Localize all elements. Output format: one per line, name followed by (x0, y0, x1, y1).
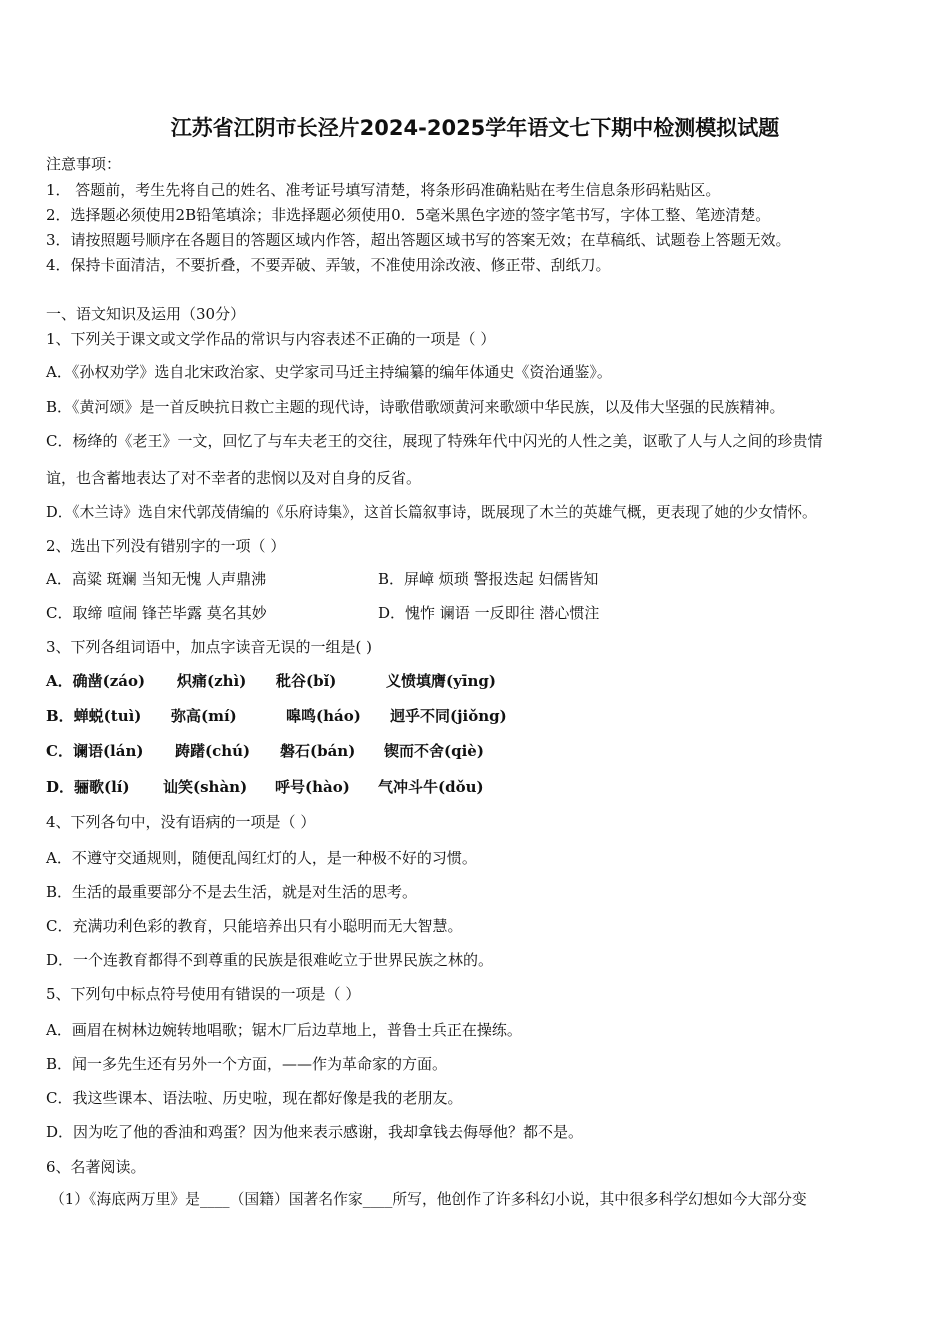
q3-b-word-2: 弥高(mí) (171, 707, 237, 725)
q3-d-word-1: D．骊歌(lí) (46, 778, 130, 796)
q3-a-word-1: A．确凿(záo) (46, 672, 146, 690)
q3-d-word-2: 讪笑(shàn) (163, 778, 248, 796)
q5-option-a: A．画眉在树林边婉转地唱歌；锯木厂后边草地上，普鲁士兵正在操练。 (46, 1021, 522, 1039)
notice-item-3: 3．请按照题号顺序在各题目的答题区域内作答，超出答题区域书写的答案无效；在草稿纸、试题卷上答题无效。 (46, 231, 791, 249)
q2-option-d: D．愧怍 谰语 一反即往 潜心惯注 (378, 604, 600, 622)
q4-stem: 4、下列各句中，没有语病的一项是（ ） (46, 813, 316, 831)
q3-b-word-1: B．蝉蜕(tuì) (46, 707, 142, 725)
q1-option-d: D．《木兰诗》选自宋代郭茂倩编的《乐府诗集》，这首长篇叙事诗，既展现了木兰的英雄气概，更表现了她的少女情怀。 (46, 504, 817, 521)
q3-b-word-3: 嗥鸣(háo) (286, 707, 361, 725)
q2-option-a: A．高粱 斑斓 当知无愧 人声鼎沸 (46, 570, 267, 588)
q3-d-word-3: 呼号(hào) (275, 778, 350, 796)
q3-c-word-2: 踌躇(chú) (175, 742, 251, 760)
q1-option-a: A．《孙权劝学》选自北宋政治家、史学家司马迁主持编纂的编年体通史《资治通鉴》。 (46, 363, 612, 381)
q3-d-word-4: 气冲斗牛(dǒu) (378, 778, 484, 796)
q3-b-word-4: 迥乎不同(jiǒng) (390, 707, 507, 725)
q4-option-a: A．不遵守交通规则，随便乱闯红灯的人，是一种极不好的习惯。 (46, 849, 477, 867)
page-title: 江苏省江阴市长泾片2024-2025学年语文七下期中检测模拟试题 (170, 116, 780, 140)
q5-option-d: D．因为吃了他的香油和鸡蛋？因为他来表示感谢，我却拿钱去侮辱他？都不是。 (46, 1123, 584, 1141)
q2-stem: 2、选出下列没有错别字的一项（ ） (46, 537, 286, 555)
q2-option-c: C．取缔 喧闹 锋芒毕露 莫名其妙 (46, 604, 267, 622)
q3-a-word-2: 炽痛(zhì) (177, 672, 247, 690)
section-heading: 一、语文知识及运用（30分） (46, 305, 246, 323)
notice-heading: 注意事项： (46, 155, 122, 173)
q5-stem: 5、下列句中标点符号使用有错误的一项是（ ） (46, 985, 361, 1003)
notice-item-2: 2．选择题必须使用2B铅笔填涂；非选择题必须使用0．5毫米黑色字迹的签字笔书写，字体工整、笔迹清楚。 (46, 206, 771, 224)
q3-a-word-4: 义愤填膺(yīng) (386, 672, 497, 690)
q1-option-c-line2: 谊，也含蓄地表达了对不幸者的悲悯以及对自身的反省。 (46, 469, 422, 487)
notice-item-4: 4．保持卡面清洁，不要折叠，不要弄破、弄皱，不准使用涂改液、修正带、刮纸刀。 (46, 256, 611, 274)
q2-option-b: B．屏嶂 烦琐 警报迭起 妇儒皆知 (378, 570, 599, 588)
q5-option-b: B．闻一多先生还有另外一个方面，——作为革命家的方面。 (46, 1055, 448, 1073)
q1-option-b: B．《黄河颂》是一首反映抗日救亡主题的现代诗，诗歌借歌颂黄河来歌颂中华民族，以及伟大坚强的民族精神。 (46, 398, 785, 416)
q3-c-word-3: 磐石(bán) (280, 742, 356, 760)
q5-option-c: C．我这些课本、语法啦、历史啦，现在都好像是我的老朋友。 (46, 1089, 463, 1107)
notice-item-1: 1． 答题前，考生先将自己的姓名、准考证号填写清楚，将条形码准确粘贴在考生信息条形码粘贴区。 (46, 181, 721, 199)
q3-stem: 3、下列各组词语中，加点字读音无误的一组是( ) (46, 638, 373, 656)
q3-c-word-1: C．谰语(lán) (46, 742, 144, 760)
q6-stem: 6、名著阅读。 (46, 1158, 146, 1176)
q1-stem: 1、下列关于课文或文学作品的常识与内容表述不正确的一项是（ ） (46, 330, 496, 348)
q3-c-word-4: 锲而不舍(qiè) (384, 742, 484, 760)
q4-option-d: D．一个连教育都得不到尊重的民族是很难屹立于世界民族之林的。 (46, 951, 494, 969)
q4-option-b: B．生活的最重要部分不是去生活，就是对生活的思考。 (46, 883, 418, 901)
q4-option-c: C．充满功利色彩的教育，只能培养出只有小聪明而无大智慧。 (46, 917, 463, 935)
q6-part1: （1）《海底两万里》是____（国籍）国著名作家____所写，他创作了许多科幻小说，其中很多科学幻想如今大部分变 (50, 1191, 807, 1208)
q1-option-c-line1: C．杨绛的《老王》一文，回忆了与车夫老王的交往，展现了特殊年代中闪光的人性之美，讴歌了人与人之间的珍贵情 (46, 432, 823, 450)
q3-a-word-3: 秕谷(bǐ) (276, 672, 337, 690)
